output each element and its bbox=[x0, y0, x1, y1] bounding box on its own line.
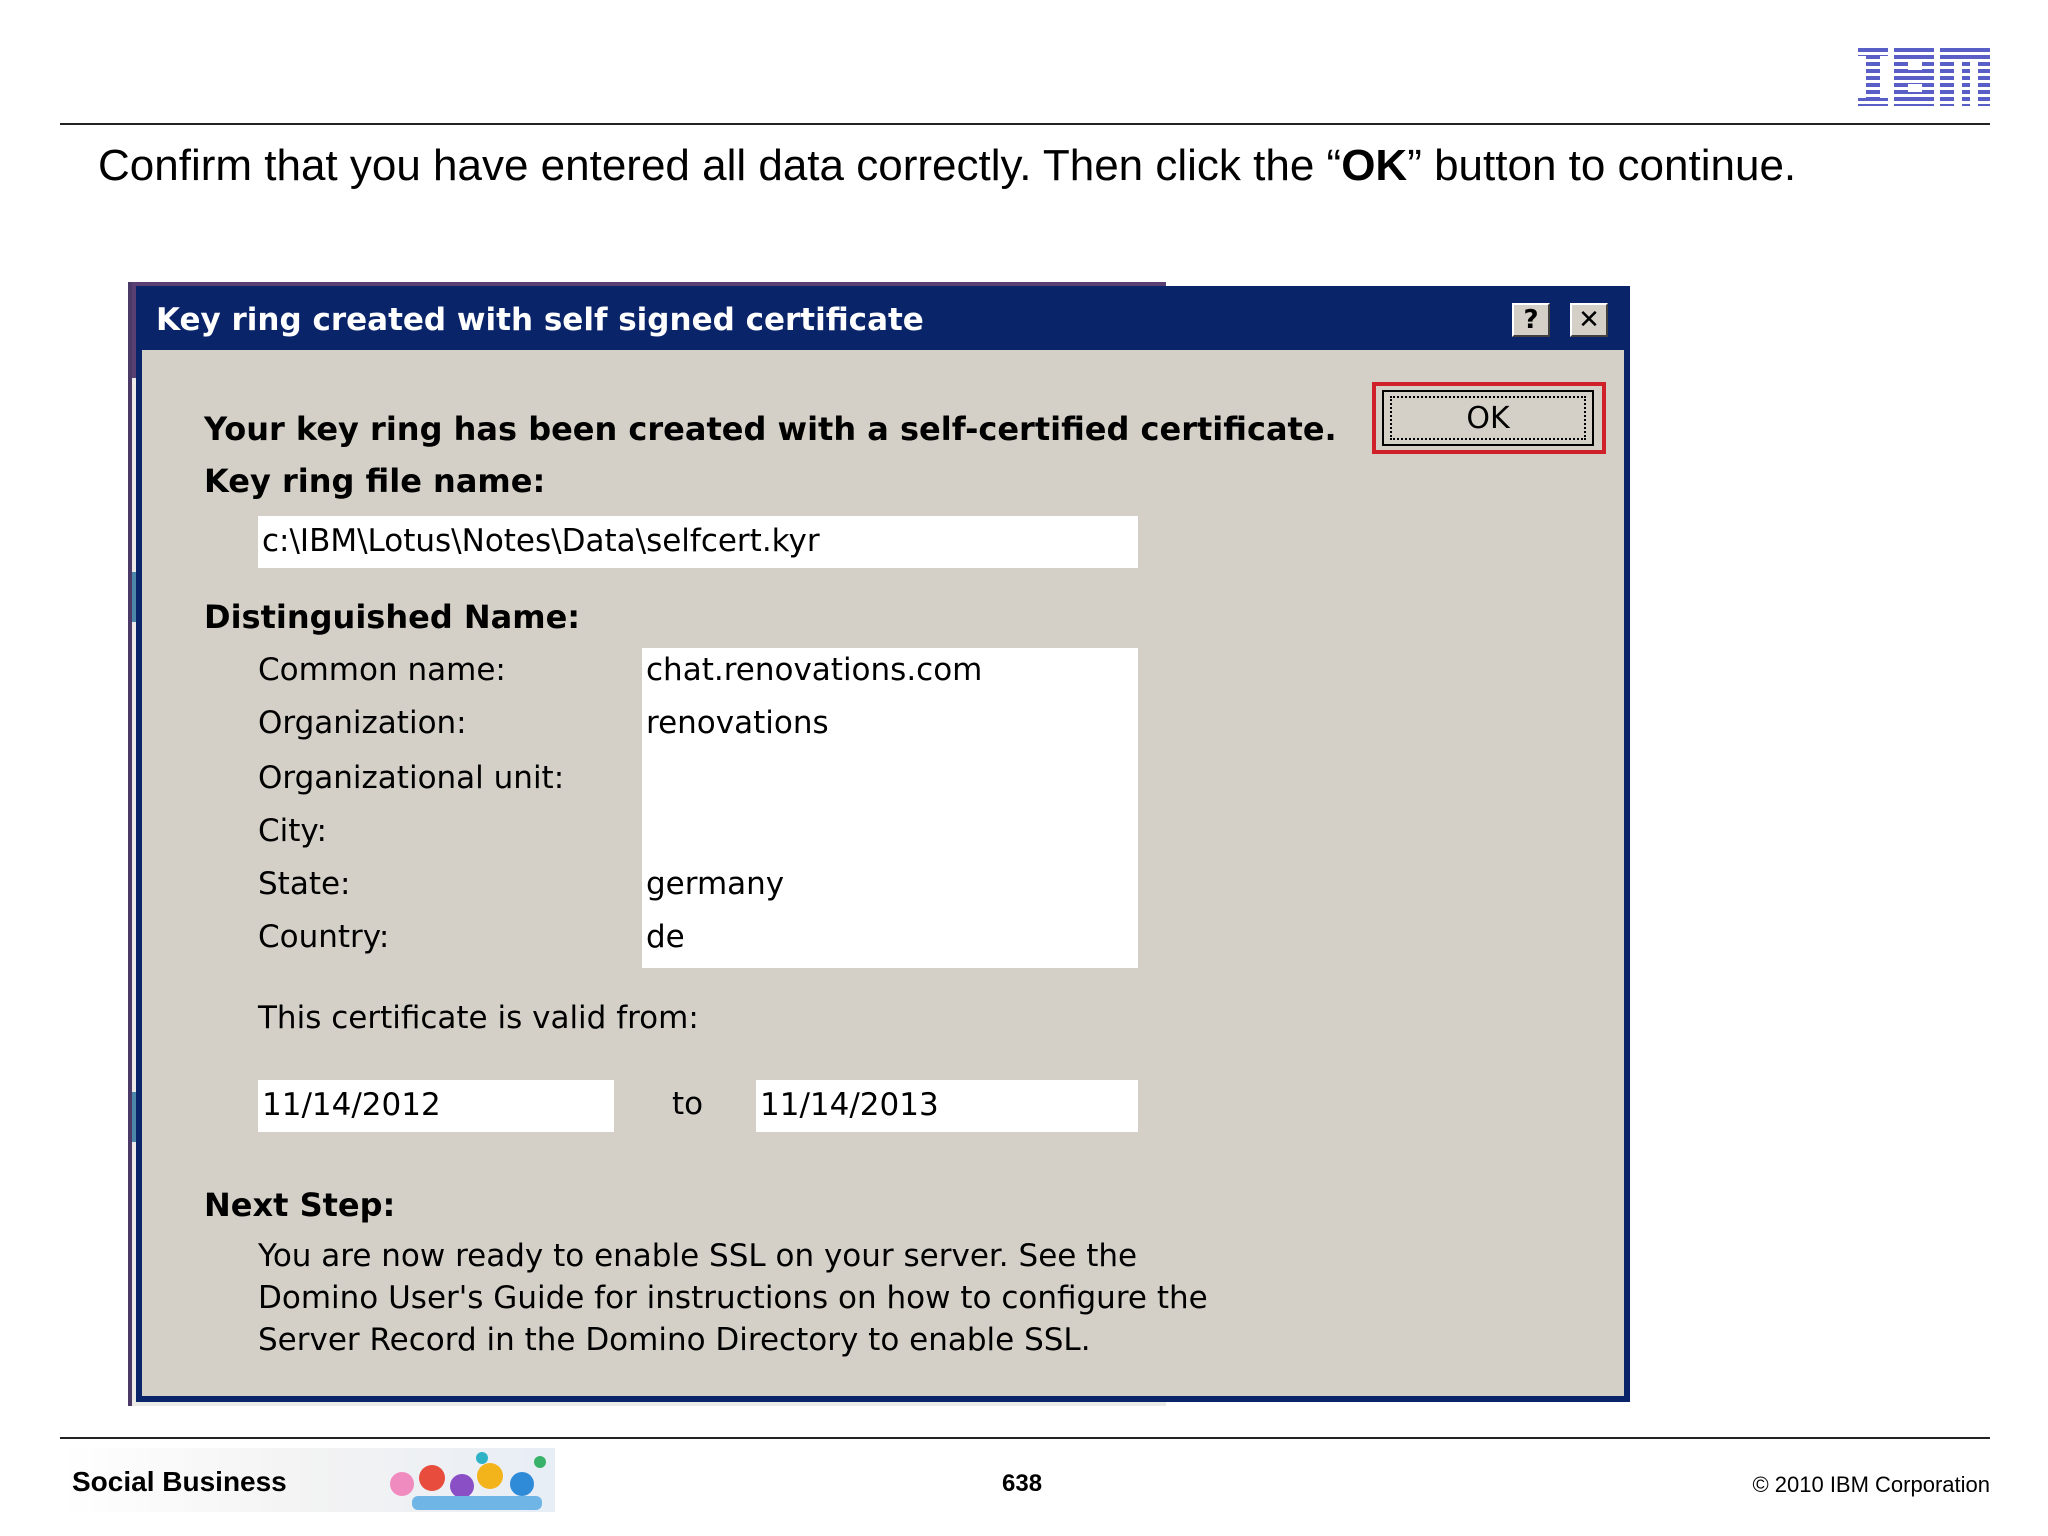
ok-button[interactable] bbox=[1382, 390, 1594, 446]
valid-from-label: This certificate is valid from: bbox=[258, 1000, 699, 1036]
dialog-title: Key ring created with self signed certificate bbox=[156, 302, 924, 338]
close-button[interactable] bbox=[1570, 303, 1608, 337]
dn-value-state: germany bbox=[646, 866, 785, 902]
dn-label-state: State: bbox=[258, 866, 351, 902]
dn-label-org-unit: Organizational unit: bbox=[258, 760, 565, 796]
dn-label-country: Country: bbox=[258, 919, 390, 955]
next-step-heading: Next Step: bbox=[204, 1186, 396, 1224]
footer-brand: Social Business bbox=[72, 1466, 287, 1497]
next-step-line: Server Record in the Domino Directory to enable SSL. bbox=[258, 1322, 1091, 1358]
dn-label-city: City: bbox=[258, 813, 327, 849]
header-rule bbox=[60, 123, 1990, 125]
dialog-message: Your key ring has been created with a self-certified certificate. bbox=[204, 410, 1337, 448]
dialog-titlebar[interactable] bbox=[142, 292, 1624, 350]
ok-button-label: OK bbox=[1390, 396, 1586, 440]
dn-value-country: de bbox=[646, 919, 685, 955]
instruction-text bbox=[98, 138, 1796, 194]
dn-value-organization: renovations bbox=[646, 705, 829, 741]
valid-to-field: 11/14/2013 bbox=[756, 1080, 1138, 1132]
dn-values-box bbox=[642, 648, 1138, 968]
help-icon: ? bbox=[1523, 305, 1539, 335]
dn-heading: Distinguished Name: bbox=[204, 598, 581, 636]
dn-label-organization: Organization: bbox=[258, 705, 467, 741]
page-number: 638 bbox=[1002, 1470, 1043, 1497]
ibm-logo bbox=[1858, 48, 1990, 106]
instruction-prefix: Confirm that you have entered all data correctly. Then click the “ bbox=[98, 141, 1342, 190]
dn-label-common-name: Common name: bbox=[258, 652, 506, 688]
keyring-label: Key ring file name: bbox=[204, 462, 546, 500]
instruction-suffix: ” button to continue. bbox=[1407, 141, 1797, 190]
valid-to-label: to bbox=[672, 1086, 704, 1122]
next-step-line: You are now ready to enable SSL on your server. See the bbox=[258, 1238, 1138, 1274]
close-icon: ✕ bbox=[1578, 305, 1600, 335]
footer-rule bbox=[60, 1437, 1990, 1439]
people-illustration bbox=[372, 1448, 556, 1512]
instruction-ok: OK bbox=[1341, 141, 1408, 190]
help-button[interactable] bbox=[1512, 303, 1550, 337]
keyring-file-field: c:\IBM\Lotus\Notes\Data\selfcert.kyr bbox=[258, 516, 1138, 568]
dn-value-common-name: chat.renovations.com bbox=[646, 652, 983, 688]
next-step-line: Domino User's Guide for instructions on how to configure the bbox=[258, 1280, 1208, 1316]
copyright: © 2010 IBM Corporation bbox=[1752, 1472, 1990, 1497]
keyring-dialog bbox=[136, 286, 1630, 1402]
valid-from-field: 11/14/2012 bbox=[258, 1080, 614, 1132]
